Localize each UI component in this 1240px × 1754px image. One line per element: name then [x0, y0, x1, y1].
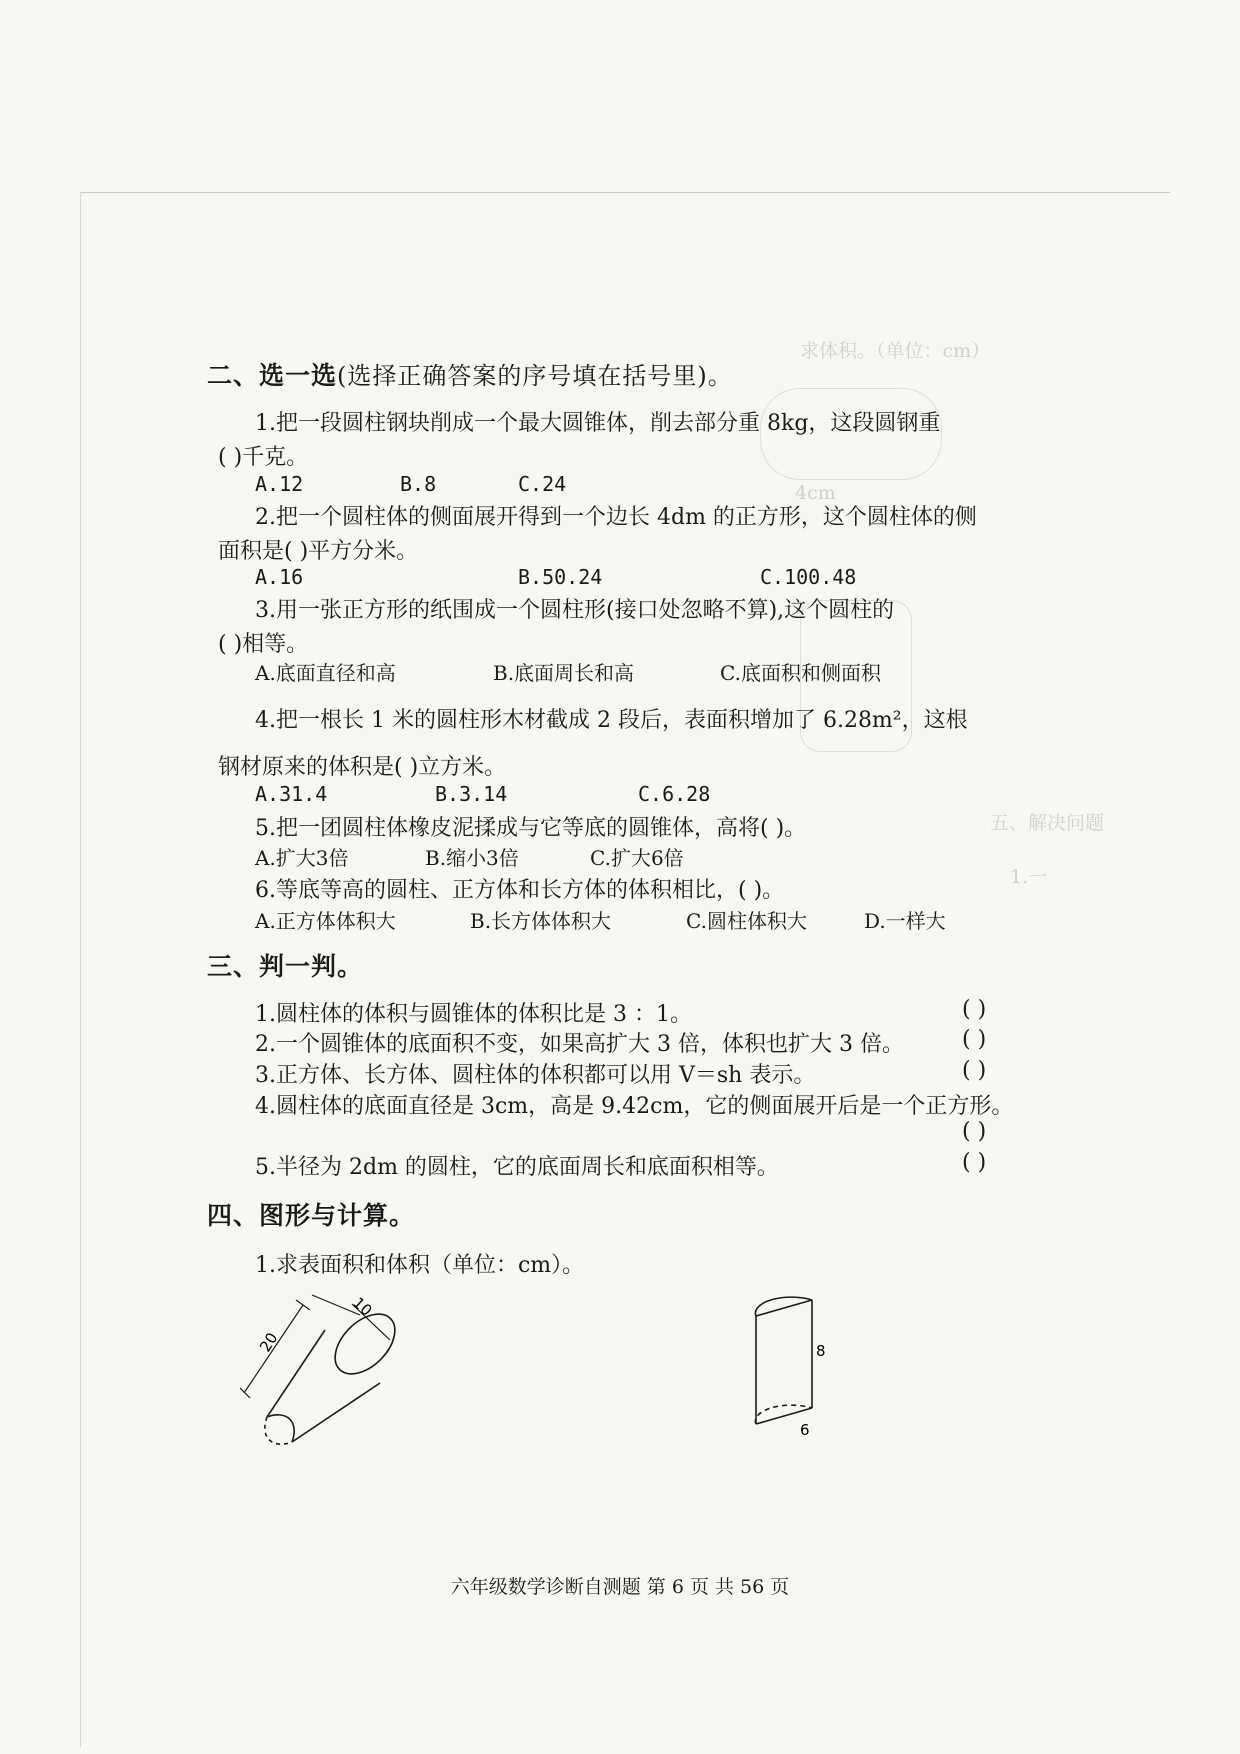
judge-item-1: 1.圆柱体的体积与圆锥体的体积比是 3 ：1。 — [255, 1002, 692, 1027]
section-2-title — [207, 356, 733, 392]
option-a[interactable]: A.正方体体积大 — [255, 909, 396, 933]
question-2-2-line1: 2.把一个圆柱体的侧面展开得到一个边长 4dm 的正方形，这个圆柱体的侧 — [255, 505, 977, 530]
bleed-text: 1.一 — [1010, 866, 1048, 888]
question-2-4-line2[interactable]: 钢材原来的体积是( )立方米。 — [218, 755, 507, 780]
option-c[interactable]: C.底面积和侧面积 — [720, 661, 881, 685]
judge-item-5: 5.半径为 2dm 的圆柱，它的底面周长和底面积相等。 — [255, 1155, 779, 1180]
radius-label: 6 — [800, 1421, 810, 1439]
question-2-6[interactable]: 6.等底等高的圆柱、正方体和长方体的体积相比，( )。 — [255, 878, 785, 903]
half-cylinder-body — [755, 1297, 812, 1424]
judge-item-2: 2.一个圆锥体的底面积不变，如果高扩大 3 倍，体积也扩大 3 倍。 — [255, 1032, 904, 1057]
height-label: 8 — [816, 1342, 826, 1360]
slanted-cylinder-figure — [240, 1290, 410, 1450]
answer-paren[interactable]: ( ) — [962, 1150, 987, 1175]
diameter-label: 10 — [349, 1293, 376, 1320]
option-c[interactable]: C.6.28 — [638, 782, 711, 806]
section-note: (选择正确答案的序号填在括号里)。 — [337, 362, 733, 390]
option-a[interactable]: A.扩大3倍 — [255, 846, 349, 870]
option-b[interactable]: B.50.24 — [518, 565, 603, 589]
answer-paren[interactable]: ( ) — [962, 1027, 987, 1052]
option-b[interactable]: B.缩小3倍 — [425, 846, 519, 870]
question-2-1-line2[interactable]: ( )千克。 — [218, 445, 309, 470]
question-2-1-line1: 1.把一段圆柱钢块削成一个最大圆锥体，削去部分重 8kg，这段圆钢重 — [255, 411, 941, 436]
option-a[interactable]: A.31.4 — [255, 782, 328, 806]
option-a[interactable]: A.12 — [255, 472, 304, 496]
bleed-text: 4cm — [795, 482, 836, 504]
section-title: 二、选一选 — [207, 361, 338, 390]
option-b[interactable]: B.3.14 — [435, 782, 508, 806]
bleed-text: 五、解决问题 — [990, 812, 1105, 834]
option-c[interactable]: C.24 — [518, 472, 567, 496]
top-rule — [80, 192, 1170, 193]
option-b[interactable]: B.长方体体积大 — [470, 909, 612, 933]
length-label: 20 — [256, 1329, 282, 1356]
answer-paren[interactable]: ( ) — [962, 997, 987, 1022]
option-c[interactable]: C.圆柱体积大 — [686, 909, 807, 933]
question-2-3-line2[interactable]: ( )相等。 — [218, 632, 309, 657]
answer-paren[interactable]: ( ) — [962, 1119, 987, 1144]
question-2-2-line2[interactable]: 面积是( )平方分米。 — [218, 539, 419, 564]
section-3-title: 三、判一判。 — [207, 952, 364, 981]
cylinder-body — [265, 1303, 406, 1444]
half-cylinder-figure — [740, 1288, 850, 1448]
answer-paren[interactable]: ( ) — [962, 1058, 987, 1083]
option-b[interactable]: B.底面周长和高 — [493, 661, 635, 685]
question-4-1: 1.求表面积和体积（单位：cm）。 — [255, 1253, 585, 1278]
option-c[interactable]: C.100.48 — [760, 565, 857, 589]
bleed-text: 求体积。（单位：cm） — [800, 340, 991, 362]
option-a[interactable]: A.底面直径和高 — [255, 661, 396, 685]
option-d[interactable]: D.一样大 — [864, 909, 946, 933]
judge-item-4: 4.圆柱体的底面直径是 3cm，高是 9.42cm，它的侧面展开后是一个正方形。 — [255, 1094, 1014, 1119]
option-a[interactable]: A.16 — [255, 565, 304, 589]
page-footer: 六年级数学诊断自测题 第 6 页 共 56 页 — [450, 1576, 790, 1598]
option-b[interactable]: B.8 — [400, 472, 437, 496]
question-2-5[interactable]: 5.把一团圆柱体橡皮泥揉成与它等底的圆锥体，高将( )。 — [255, 816, 807, 841]
question-2-3-line1: 3.用一张正方形的纸围成一个圆柱形(接口处忽略不算),这个圆柱的 — [255, 598, 895, 623]
question-2-4-line1: 4.把一根长 1 米的圆柱形木材截成 2 段后，表面积增加了 6.28m²，这根 — [255, 708, 968, 733]
option-c[interactable]: C.扩大6倍 — [590, 846, 684, 870]
judge-item-3: 3.正方体、长方体、圆柱体的体积都可以用 V＝sh 表示。 — [255, 1063, 816, 1088]
left-margin-rule — [80, 192, 81, 1747]
section-4-title: 四、图形与计算。 — [207, 1201, 416, 1230]
